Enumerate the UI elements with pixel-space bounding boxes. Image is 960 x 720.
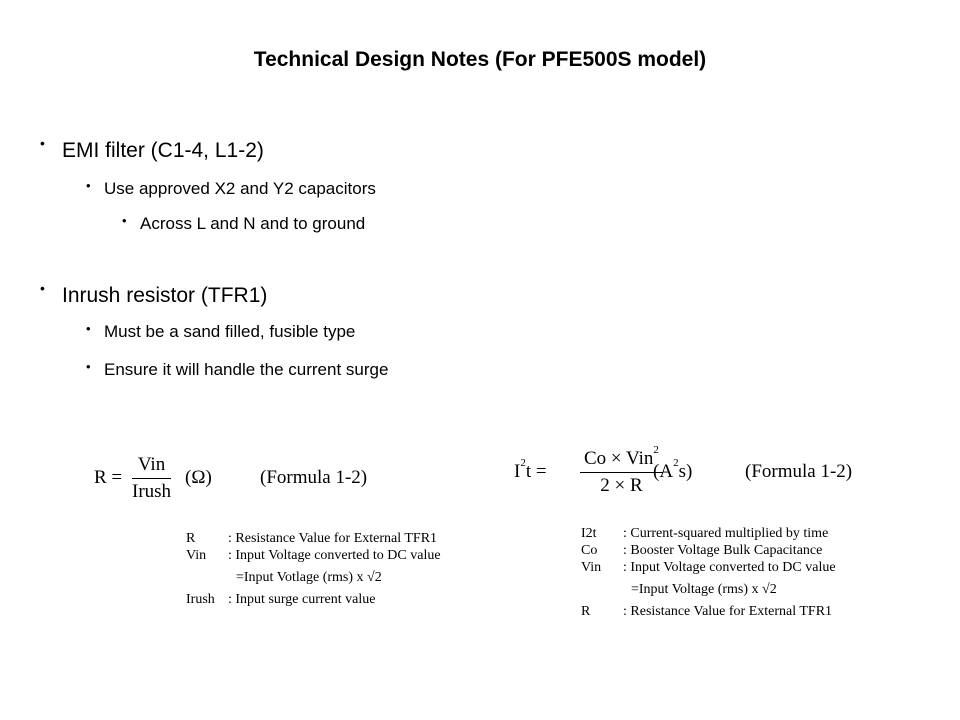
definition-key: Irush	[186, 592, 215, 607]
definition-text: : Resistance Value for External TFR1	[623, 604, 833, 619]
slide-title: Technical Design Notes (For PFE500S model)	[253, 48, 707, 71]
bullet-dot-icon: •	[40, 135, 45, 151]
definition-row	[186, 569, 441, 586]
bullet-dot-icon: •	[86, 359, 91, 374]
formula-right-label: (Formula 1-2)	[745, 461, 853, 482]
definition-row	[186, 530, 441, 547]
definition-key: Co	[581, 543, 598, 558]
lhs-sup: 2	[520, 457, 526, 469]
definition-text: =Input Votlage (rms) x √2	[236, 570, 382, 585]
definition-row	[186, 591, 441, 608]
lhs-base: I	[514, 461, 521, 482]
unit-open: (A	[653, 461, 674, 482]
bullet-dot-icon: •	[40, 280, 45, 296]
bullet-dot-icon: •	[86, 321, 91, 336]
definition-text: : Input Voltage converted to DC value	[228, 548, 441, 563]
bullet-text: Inrush resistor (TFR1)	[62, 284, 268, 307]
definition-text: : Current-squared multiplied by time	[623, 526, 829, 541]
definition-text: : Input surge current value	[228, 592, 376, 607]
formula-left-fraction	[132, 454, 171, 503]
definition-key: R	[581, 604, 591, 619]
numerator-sup: 2	[653, 444, 659, 456]
definition-key: Vin	[581, 560, 602, 575]
definition-text: : Input Voltage converted to DC value	[623, 560, 836, 575]
definition-row	[581, 559, 836, 576]
bullet-x2-y2-capacitors	[86, 178, 376, 199]
definition-text: =Input Voltage (rms) x √2	[631, 582, 777, 597]
bullet-text: EMI filter (C1-4, L1-2)	[62, 139, 264, 162]
definition-row	[581, 603, 836, 620]
formula-right-lhs	[514, 457, 547, 483]
definition-row	[581, 581, 836, 598]
definition-key: I2t	[581, 526, 597, 541]
definition-row	[581, 525, 836, 542]
formula-left-denominator: Irush	[132, 481, 172, 502]
formula-left-definitions	[186, 530, 441, 608]
formula-right-definitions	[581, 525, 836, 620]
definition-text: : Booster Voltage Bulk Capacitance	[623, 543, 823, 558]
formula-left-unit: (Ω)	[185, 467, 212, 488]
bullet-emi-filter	[40, 135, 264, 163]
unit-sup: 2	[673, 457, 679, 469]
definition-key: R	[186, 531, 196, 546]
formula-left-lhs: R =	[94, 467, 123, 488]
numerator-text: Co × Vin	[584, 448, 654, 469]
lhs-tail: t =	[525, 461, 547, 482]
bullet-text: Use approved X2 and Y2 capacitors	[104, 179, 376, 198]
bullet-across-l-n	[122, 213, 366, 234]
definition-row	[186, 547, 441, 564]
bullet-dot-icon: •	[86, 178, 91, 193]
formula-left-label: (Formula 1-2)	[260, 467, 368, 488]
formula-right-fraction	[580, 444, 663, 497]
formula-right-unit	[653, 457, 693, 483]
definition-row	[581, 542, 836, 559]
bullet-dot-icon: •	[122, 213, 127, 228]
bullet-text: Across L and N and to ground	[140, 214, 366, 233]
bullet-current-surge	[86, 359, 389, 380]
formula-left-numerator: Vin	[132, 454, 171, 479]
bullet-text: Must be a sand filled, fusible type	[104, 322, 356, 341]
bullet-sand-filled	[86, 321, 356, 342]
definition-key: Vin	[186, 548, 207, 563]
bullet-text: Ensure it will handle the current surge	[104, 360, 389, 379]
definition-text: : Resistance Value for External TFR1	[228, 531, 438, 546]
unit-close: s)	[678, 461, 693, 482]
formula-right-numerator	[580, 444, 663, 473]
formula-right-denominator: 2 × R	[600, 475, 643, 496]
bullet-inrush-resistor	[40, 280, 268, 308]
